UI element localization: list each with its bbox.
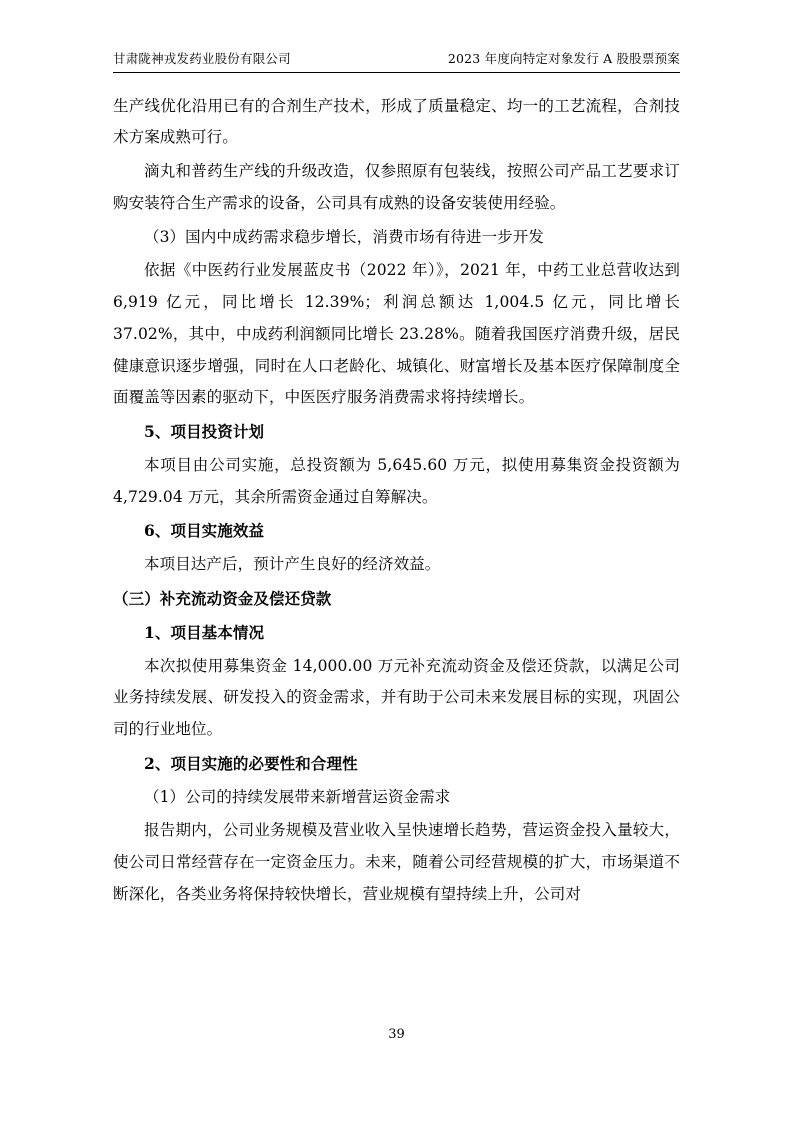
- heading-investment-plan: 5、项目投资计划: [144, 422, 265, 442]
- header-document-title: 2023 年度向特定对象发行 A 股股票预案: [447, 51, 680, 66]
- header-divider: [113, 72, 680, 73]
- paragraph-equipment: 滴丸和普药生产线的升级改造，仅参照原有包装线，按照公司产品工艺要求订购安装符合生产需求的设备，公司具有成熟的设备安装使用经验。: [113, 162, 680, 212]
- heading-section-three: （三）补充流动资金及偿还贷款: [113, 588, 332, 608]
- heading-project-benefit: 6、项目实施效益: [144, 521, 265, 541]
- paragraph-basic-situation: 本次拟使用募集资金 14,000.00 万元补充流动资金及偿还贷款，以满足公司业务持续发展、研发投入的资金需求，并有助于公司未来发展目标的实现，巩固公司的行业地位。: [113, 656, 680, 739]
- subheading-working-capital: （1）公司的持续发展带来新增营运资金需求: [144, 787, 451, 806]
- paragraph-working-capital: 报告期内，公司业务规模及营业收入呈快速增长趋势，营运资金投入量较大，使公司日常经营存在一定资金压力。未来，随着公司经营规模的扩大，市场渠道不断深化，各类业务将保持较快增长，营业规模有望持续上升，公司对: [113, 821, 680, 903]
- heading-necessity: 2、项目实施的必要性和合理性: [144, 753, 358, 773]
- subheading-market-demand: （3）国内中成药需求稳步增长，消费市场有待进一步开发: [144, 227, 544, 246]
- paragraph-industry-data: 依据《中医药行业发展蓝皮书（2022 年）》，2021 年，中药工业总营收达到 6,919 亿元，同比增长 12.39%；利润总额达 1,004.5 亿元，同比增长 37.02%，其中，中成药利润额同比增长 23.28%。随着我国医疗消费升级，居民健康意识逐步增强，同时在人口老龄化、城镇化、财富增长及基本医疗保障制度全面覆盖等因素的驱动下，中医医疗服务消费需求将持续增长。: [113, 261, 680, 407]
- heading-basic-situation: 1、项目基本情况: [144, 622, 265, 642]
- page-header: [113, 50, 680, 72]
- page-footer: [0, 1027, 793, 1042]
- paragraph-project-benefit: 本项目达产后，预计产生良好的经济效益。: [144, 555, 441, 574]
- paragraph-continuation: 生产线优化沿用已有的合剂生产技术，形成了质量稳定、均一的工艺流程，合剂技术方案成熟可行。: [113, 96, 680, 147]
- page-number: 39: [388, 1027, 405, 1042]
- header-company-name: 甘肃陇神戎发药业股份有限公司: [113, 51, 291, 66]
- page-content: [113, 50, 680, 913]
- paragraph-investment-plan: 本项目由公司实施，总投资额为 5,645.60 万元，拟使用募集资金投资额为 4,729.04 万元，其余所需资金通过自筹解决。: [113, 455, 680, 506]
